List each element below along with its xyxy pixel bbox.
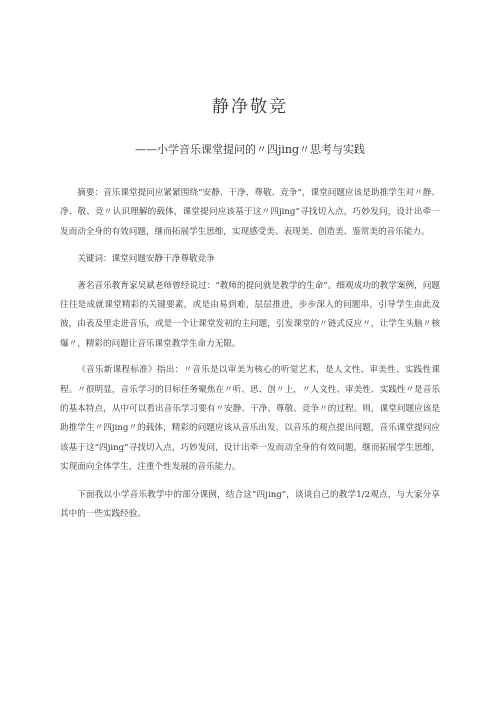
abstract-paragraph: 摘要：音乐课堂提问应紧紧围绕“安静、干净、尊敬、竞争”，课堂问题应该是助推学生对〃静、净、敬、竞〃认识理解的载体，课堂提问应该基于这〃四jing”寻找切入点，巧妙发问，设计出牵一发而动全身的有效问题，继而拓展学生思维，实现感受美、表现美、创造美、鉴赏美的音乐能力。 <box>60 188 440 237</box>
body-paragraph: 著名音乐教育家吴斌老师曾经说过：“教师的提问就是教学的生命”。细观成功的教学案例，问题往往是成就课堂精彩的关键要素，或是由易到难，层层推进，步步深入的问题串，引导学生由此及彼，由表及里走进音乐，或是一个让课堂发初的主问题，引发课堂的〃链式反应〃，让学生头脑〃核爆〃，精彩的问题让音乐课堂教学生命力无限。 <box>60 280 440 349</box>
body-paragraph: 《音乐新课程标准》指出：〃音乐是以审美为核心的听觉艺术，是人文性、审美性、实践性课程。〃很明显，音乐学习的目标任务聚焦在〃听、思、创〃上，〃人文性、审美性、实践性〃是音乐的基本特点，从中可以看出音乐学习要有〃安静、干净、尊敬、竞争〃的过程。则，课堂问题应该是助推学生〃四jing〃的载体，精彩的问题应该从音乐出发，以音乐的观点提出问题，音乐课堂提问应该基于这“四jing”寻找切入点，巧妙发问，设计出牵一发而动全身的有效问题，继而拓展学生思维，实现面向全体学生，注重个性发展的音乐能力。 <box>60 365 440 473</box>
body-paragraph: 下面我以小学音乐教学中的部分课例，结合这“四jing”，谈谈自己的教学1/2观点，与大家分享其中的一些实践经验。 <box>60 489 440 520</box>
doc-body <box>60 184 440 525</box>
doc-subtitle: ——小学音乐课堂提问的〃四jing〃思考与实践 <box>134 143 366 156</box>
keywords-line: 关键词：课堂问题安静干净尊敬竞争 <box>77 254 215 265</box>
doc-title: 静净敬竞 <box>212 97 288 117</box>
